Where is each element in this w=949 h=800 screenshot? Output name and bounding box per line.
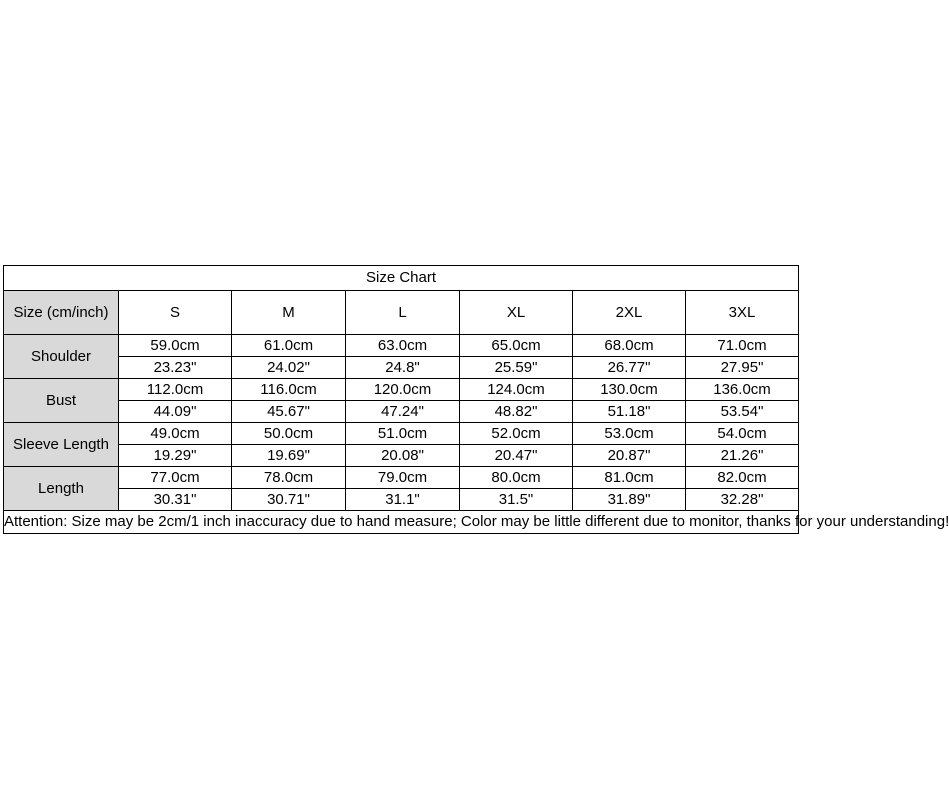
cell-cm: 78.0cm (232, 467, 346, 489)
cell-inch: 20.08" (346, 445, 460, 467)
cell-cm: 52.0cm (460, 423, 573, 445)
cell-cm: 49.0cm (119, 423, 232, 445)
table-row-length-cm (4, 467, 799, 489)
table-row-bust-inch (4, 401, 799, 423)
row-label-bust: Bust (4, 379, 119, 423)
cell-cm: 50.0cm (232, 423, 346, 445)
cell-cm: 59.0cm (119, 335, 232, 357)
cell-cm: 53.0cm (573, 423, 686, 445)
cell-inch: 51.18" (573, 401, 686, 423)
cell-inch: 32.28" (686, 489, 799, 511)
cell-inch: 19.69" (232, 445, 346, 467)
cell-inch: 20.47" (460, 445, 573, 467)
size-3xl: 3XL (686, 291, 799, 335)
table-row-shoulder-inch (4, 357, 799, 379)
cell-inch: 20.87" (573, 445, 686, 467)
cell-cm: 68.0cm (573, 335, 686, 357)
size-m: M (232, 291, 346, 335)
cell-cm: 77.0cm (119, 467, 232, 489)
measurement-rows (4, 335, 949, 534)
row-label-shoulder: Shoulder (4, 335, 119, 379)
cell-inch: 19.29" (119, 445, 232, 467)
table-row-bust-cm (4, 379, 799, 401)
cell-cm: 79.0cm (346, 467, 460, 489)
size-unit-label: Size (cm/inch) (4, 291, 119, 335)
cell-inch: 45.67" (232, 401, 346, 423)
cell-inch: 21.26" (686, 445, 799, 467)
cell-inch: 30.31" (119, 489, 232, 511)
cell-cm: 116.0cm (232, 379, 346, 401)
cell-inch: 31.1" (346, 489, 460, 511)
cell-cm: 71.0cm (686, 335, 799, 357)
cell-inch: 25.59" (460, 357, 573, 379)
size-s: S (119, 291, 232, 335)
cell-inch: 30.71" (232, 489, 346, 511)
cell-inch: 24.8" (346, 357, 460, 379)
row-label-length: Length (4, 467, 119, 511)
cell-cm: 80.0cm (460, 467, 573, 489)
cell-inch: 48.82" (460, 401, 573, 423)
cell-cm: 124.0cm (460, 379, 573, 401)
cell-inch: 31.89" (573, 489, 686, 511)
table-row-shoulder-cm (4, 335, 799, 357)
cell-inch: 44.09" (119, 401, 232, 423)
size-header-row (4, 291, 799, 335)
cell-inch: 23.23" (119, 357, 232, 379)
cell-cm: 54.0cm (686, 423, 799, 445)
chart-title: Size Chart (4, 266, 799, 291)
cell-cm: 136.0cm (686, 379, 799, 401)
attention-note: Attention: Size may be 2cm/1 inch inaccuracy due to hand measure; Color may be little different due to monitor, thanks for your understanding! (4, 511, 799, 534)
cell-cm: 61.0cm (232, 335, 346, 357)
cell-inch: 31.5" (460, 489, 573, 511)
cell-cm: 112.0cm (119, 379, 232, 401)
cell-cm: 81.0cm (573, 467, 686, 489)
size-chart-table (3, 265, 949, 534)
cell-inch: 47.24" (346, 401, 460, 423)
cell-cm: 130.0cm (573, 379, 686, 401)
size-l: L (346, 291, 460, 335)
cell-cm: 63.0cm (346, 335, 460, 357)
cell-cm: 51.0cm (346, 423, 460, 445)
table-row-sleeve-inch (4, 445, 799, 467)
cell-inch: 24.02" (232, 357, 346, 379)
size-2xl: 2XL (573, 291, 686, 335)
cell-cm: 65.0cm (460, 335, 573, 357)
size-xl: XL (460, 291, 573, 335)
cell-cm: 120.0cm (346, 379, 460, 401)
cell-inch: 53.54" (686, 401, 799, 423)
table-row-sleeve-cm (4, 423, 799, 445)
cell-inch: 27.95" (686, 357, 799, 379)
cell-cm: 82.0cm (686, 467, 799, 489)
cell-inch: 26.77" (573, 357, 686, 379)
table-row-length-inch (4, 489, 799, 511)
row-label-sleeve-length: Sleeve Length (4, 423, 119, 467)
